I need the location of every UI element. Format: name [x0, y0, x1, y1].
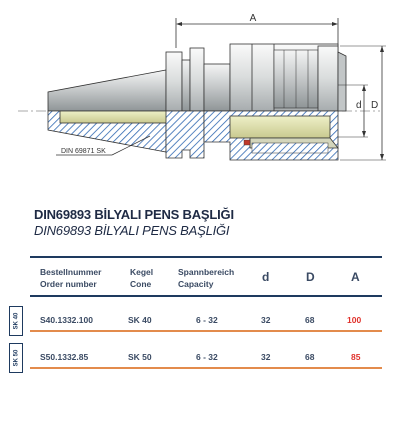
cell-cone: SK 50 [128, 352, 152, 362]
header-A: A [351, 270, 360, 284]
cell-order: S50.1332.85 [40, 352, 89, 362]
header-d: d [262, 270, 270, 284]
row-tag-sk40: SK 40 [9, 306, 23, 336]
header-cone [130, 266, 153, 290]
callout-label: DIN 69871 SK [61, 148, 106, 155]
table-top-rule [30, 256, 382, 258]
product-title: DIN69893 BİLYALI PENS BAŞLIĞI [34, 207, 234, 222]
dimension-a [176, 18, 338, 48]
product-subtitle: DIN69893 BİLYALI PENS BAŞLIĞI [34, 223, 230, 238]
cell-A: 85 [351, 352, 361, 362]
header-capacity [178, 266, 234, 290]
header-cone-de: Kegel [130, 267, 154, 277]
dimension-a-label: A [249, 13, 257, 24]
cell-d: 32 [261, 352, 271, 362]
header-order-en: Order number [40, 279, 97, 289]
header-cone-en: Cone [130, 279, 152, 289]
cell-capacity: 6 - 32 [196, 315, 218, 325]
cell-d: 32 [261, 315, 271, 325]
dimension-D-label: D [371, 100, 379, 111]
table-row [30, 311, 382, 332]
cell-A: 100 [347, 315, 362, 325]
row-tag-sk50: SK 50 [9, 343, 23, 373]
table-row [30, 348, 382, 369]
upper-view [48, 44, 346, 111]
tool-holder-drawing [0, 0, 412, 200]
header-order-de: Bestellnummer [40, 267, 102, 277]
dimension-d-label: d [356, 100, 362, 111]
header-capacity-de: Spannbereich [178, 267, 235, 277]
header-capacity-en: Capacity [178, 279, 214, 289]
cell-cone: SK 40 [128, 315, 152, 325]
cell-order: S40.1332.100 [40, 315, 93, 325]
cell-capacity: 6 - 32 [196, 352, 218, 362]
cell-D: 68 [305, 352, 315, 362]
dimension-D [340, 46, 386, 160]
cell-D: 68 [305, 315, 315, 325]
header-D: D [306, 270, 315, 284]
table-header-rule [30, 295, 382, 297]
header-order [40, 266, 101, 290]
